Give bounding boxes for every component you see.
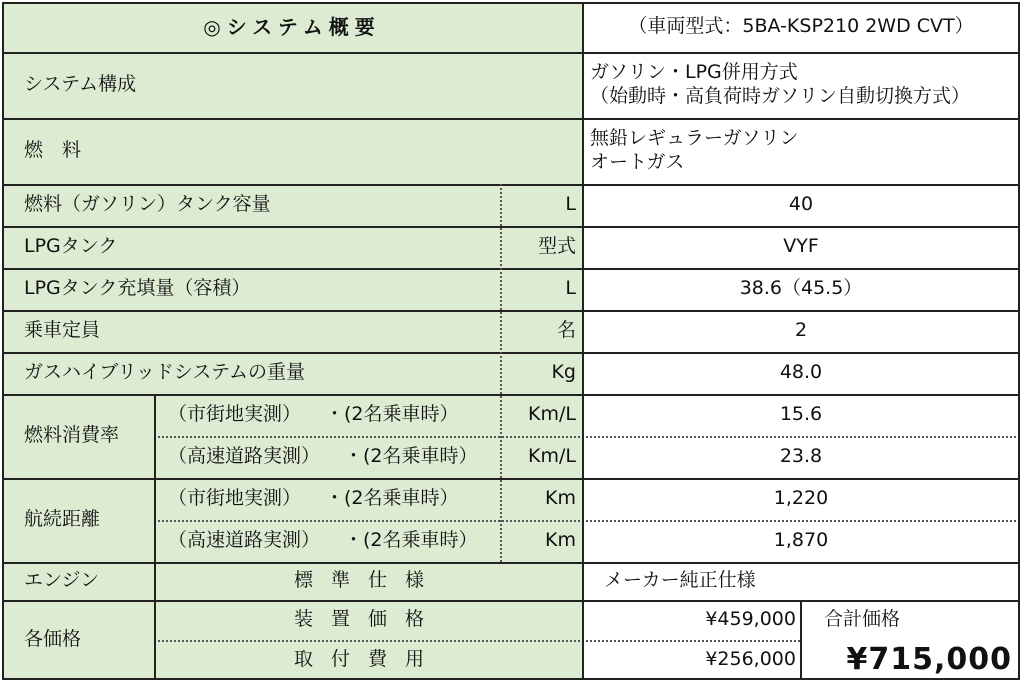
weight-unit: Kg — [500, 352, 582, 394]
fuel-value-line2: オートガス — [590, 151, 685, 173]
economy-city-cond — [154, 394, 500, 436]
divider — [800, 600, 802, 680]
engine-label: エンジン — [2, 562, 154, 600]
lpg-fill-label: LPGタンク充填量（容積） — [2, 268, 500, 310]
economy-city-sub: （市街地実測） — [168, 403, 302, 426]
lpg-tank-label: LPGタンク — [2, 226, 500, 268]
range-city-unit: Km — [500, 478, 582, 520]
engine-spec: 標準仕様 — [154, 562, 582, 600]
divider — [2, 184, 1020, 186]
divider — [2, 118, 1020, 120]
gas-tank-unit: L — [500, 184, 582, 226]
range-highway-sub: （高速道路実測） — [168, 529, 321, 552]
vehicle-model: （車両型式：5BA-KSP210 2WD CVT） — [582, 2, 1020, 52]
divider — [2, 52, 1020, 54]
capacity-value: 2 — [582, 310, 1020, 352]
economy-city-cond-text: ・(2名乗車時） — [325, 403, 459, 426]
total-price-label: 合計価格 — [824, 608, 901, 630]
weight-value: 48.0 — [582, 352, 1020, 394]
weight-label: ガスハイブリッドシステムの重量 — [2, 352, 500, 394]
divider-dotted — [500, 184, 502, 562]
range-highway-cond — [154, 520, 500, 562]
range-city-sub: （市街地実測） — [168, 487, 302, 510]
economy-highway-sub: （高速道路実測） — [168, 445, 321, 468]
economy-highway-unit: Km/L — [500, 436, 582, 478]
divider — [2, 268, 1020, 270]
equipment-price-label: 装置価格 — [154, 600, 582, 640]
divider — [2, 352, 1020, 354]
divider-dotted — [154, 520, 1020, 522]
fuel-label: 燃 料 — [2, 118, 582, 184]
system-value-line1: ガソリン・LPG併用方式 — [590, 61, 798, 84]
total-price-box — [800, 600, 1020, 680]
total-price-value: ¥715,000 — [846, 641, 1012, 677]
gas-tank-value: 40 — [582, 184, 1020, 226]
divider-dotted — [154, 640, 800, 642]
lpg-tank-value: VYF — [582, 226, 1020, 268]
divider — [582, 2, 584, 680]
install-fee-label: 取付費用 — [154, 640, 582, 680]
economy-highway-cond — [154, 436, 500, 478]
range-highway-unit: Km — [500, 520, 582, 562]
economy-city-unit: Km/L — [500, 394, 582, 436]
divider — [154, 394, 156, 680]
economy-highway-value: 23.8 — [582, 436, 1020, 478]
system-label: システム構成 — [2, 52, 582, 118]
table-title: ◎システム概要 — [2, 2, 582, 52]
lpg-fill-value: 38.6（45.5） — [582, 268, 1020, 310]
capacity-label: 乗車定員 — [2, 310, 500, 352]
economy-highway-cond-text: ・(2名乗車時） — [344, 445, 478, 468]
gas-tank-label: 燃料（ガソリン）タンク容量 — [2, 184, 500, 226]
divider — [2, 226, 1020, 228]
range-highway-cond-text: ・(2名乗車時） — [344, 529, 478, 552]
install-fee-value: ¥256,000 — [582, 640, 800, 680]
engine-value: メーカー純正仕様 — [582, 562, 1020, 600]
range-city-cond — [154, 478, 500, 520]
fuel-value-line1: 無鉛レギュラーガソリン — [590, 127, 799, 150]
lpg-tank-unit: 型式 — [500, 226, 582, 268]
lpg-fill-unit: L — [500, 268, 582, 310]
economy-city-value: 15.6 — [582, 394, 1020, 436]
system-overview-table — [2, 2, 1020, 680]
price-label: 各価格 — [2, 600, 154, 680]
range-label: 航続距離 — [2, 478, 154, 562]
equipment-price-value: ¥459,000 — [582, 600, 800, 640]
economy-label: 燃料消費率 — [2, 394, 154, 478]
system-value-line2: （始動時・高負荷時ガソリン自動切換方式） — [590, 85, 971, 107]
divider-dotted — [154, 436, 1020, 438]
system-value — [582, 52, 1020, 118]
range-highway-value: 1,870 — [582, 520, 1020, 562]
capacity-unit: 名 — [500, 310, 582, 352]
range-city-cond-text: ・(2名乗車時） — [325, 487, 459, 510]
range-city-value: 1,220 — [582, 478, 1020, 520]
divider — [2, 310, 1020, 312]
fuel-value — [582, 118, 1020, 184]
